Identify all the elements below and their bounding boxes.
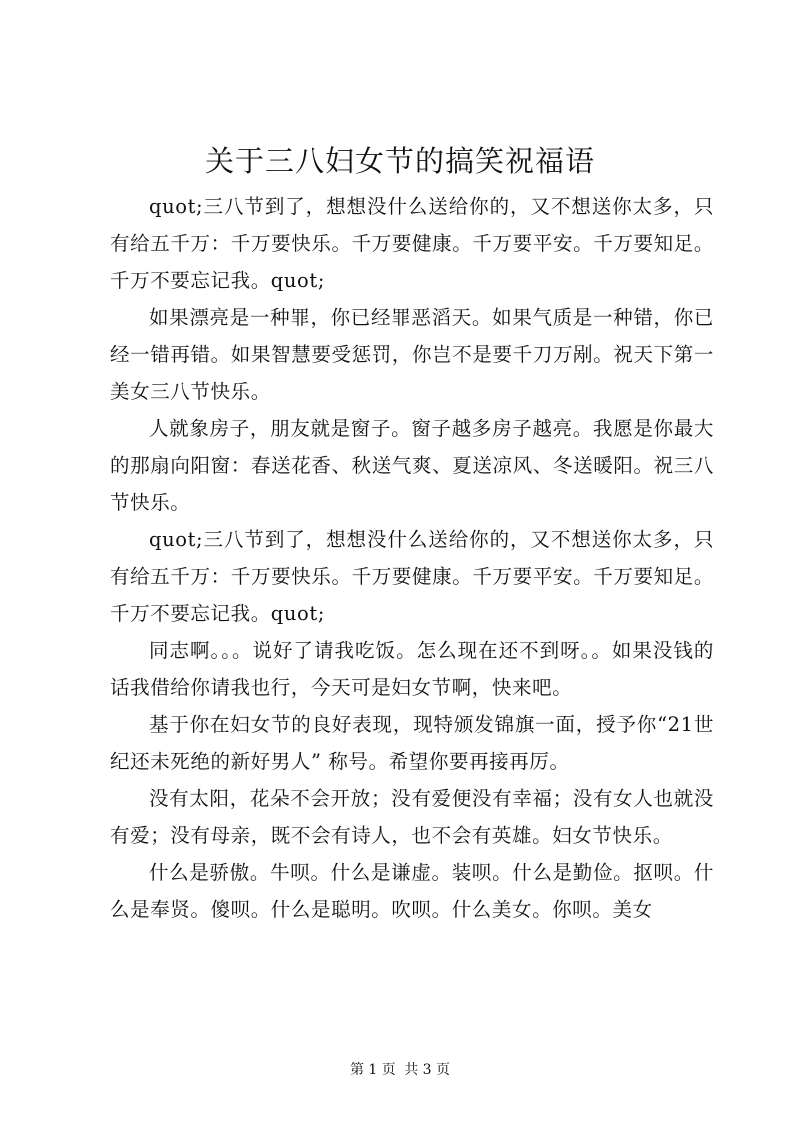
- paragraph: 没有太阳，花朵不会开放；没有爱便没有幸福；没有女人也就没有爱；没有母亲，既不会有诗人，也不会有英雄。妇女节快乐。: [110, 787, 714, 847]
- paragraph: quot;三八节到了，想想没什么送给你的，又不想送你太多，只有给五千万：千万要快乐。千万要健康。千万要平安。千万要知足。千万不要忘记我。quot;: [110, 528, 714, 625]
- page-total: 共 3 页: [404, 1062, 451, 1078]
- paragraph: quot;三八节到了，想想没什么送给你的，又不想送你太多，只有给五千万：千万要快乐。千万要健康。千万要平安。千万要知足。千万不要忘记我。quot;: [110, 195, 714, 292]
- paragraph: 人就象房子，朋友就是窗子。窗子越多房子越亮。我愿是你最大的那扇向阳窗：春送花香、秋送气爽、夏送凉风、冬送暖阳。祝三八节快乐。: [110, 417, 714, 514]
- paragraph: 如果漂亮是一种罪，你已经罪恶滔天。如果气质是一种错，你已经一错再错。如果智慧要受惩罚，你岂不是要千刀万剐。祝天下第一美女三八节快乐。: [110, 306, 714, 403]
- paragraph: 同志啊。。。说好了请我吃饭。怎么现在还不到呀。。如果没钱的话我借给你请我也行，今天可是妇女节啊，快来吧。: [110, 639, 714, 699]
- document-title: 关于三八妇女节的搞笑祝福语: [204, 144, 595, 178]
- page-footer: [0, 1060, 800, 1080]
- document-body: [110, 188, 714, 928]
- paragraph: 基于你在妇女节的良好表现，现特颁发锦旗一面，授予你“21世纪还未死绝的新好男人” 称号。希望你要再接再厉。: [110, 713, 714, 773]
- page-number: 第 1 页: [349, 1062, 396, 1078]
- paragraph: 什么是骄傲。牛呗。什么是谦虚。装呗。什么是勤俭。抠呗。什么是奉贤。傻呗。什么是聪明。吹呗。什么美女。你呗。美女: [110, 861, 714, 921]
